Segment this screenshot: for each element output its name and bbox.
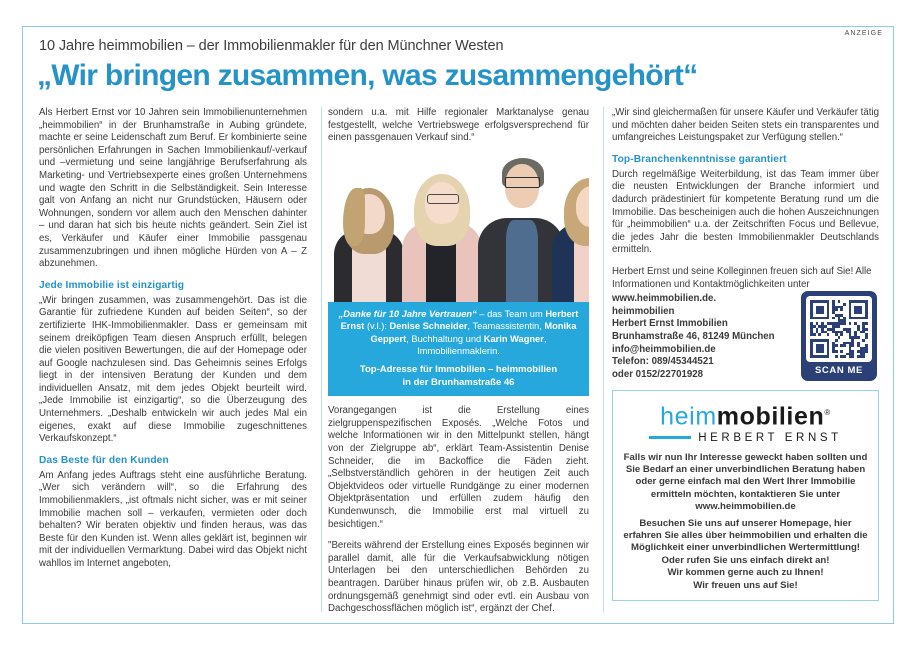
cta-line: Sie Bedarf an einer unverbindlichen Beratung haben: [625, 464, 866, 476]
caption-name: Monika Geppert: [370, 321, 577, 344]
cta-line: ermitteln möchten, kontaktieren Sie unter: [650, 488, 841, 500]
logo-mobilien-text: mobilien: [716, 402, 825, 431]
caption-name: Denise Schneider: [389, 321, 468, 332]
contact-phone: Telefon: 089/45344521: [612, 356, 714, 368]
column-two: [321, 107, 603, 615]
section-heading-jede-immobilie: Jede Immobilie ist einzigartig: [39, 279, 185, 291]
logo-box: [612, 390, 879, 601]
logo-owner-name: HERBERT ERNST: [698, 431, 842, 444]
logo-rule-divider: [649, 436, 691, 440]
caption-name: Herbert Ernst: [340, 308, 579, 332]
contact-email[interactable]: info@heimmobilien.de: [612, 343, 716, 355]
team-photo-block: [328, 154, 589, 396]
caption-text: [336, 308, 581, 358]
cta-line: Oder rufen Sie uns einfach direkt an!: [661, 554, 830, 566]
photo-caption: [328, 302, 589, 396]
caption-name: Karin Wagner: [483, 333, 544, 344]
qr-code-modules: [810, 300, 868, 358]
logo-subtitle-row: [619, 432, 872, 444]
column-three: [603, 107, 879, 612]
caption-text-fragment: , Immobilienmaklerin.: [417, 333, 547, 356]
caption-text-fragment: – das Team um: [476, 308, 546, 319]
caption-text-fragment: , Buchhaltung und: [406, 333, 484, 344]
advertisement-frame: [22, 26, 894, 624]
cta-line: Besuchen Sie uns auf unserer Homepage, hier: [639, 517, 852, 529]
cta-website[interactable]: www.heimmobilien.de: [695, 501, 796, 513]
cta-line: erfahren Sie alles über heimmobilien und erhalten die: [623, 530, 868, 542]
contact-mobile: oder 0152/22701928: [612, 368, 704, 380]
contact-website[interactable]: www.heimmobilien.de.: [612, 293, 717, 305]
paragraph: Als Herbert Ernst vor 10 Jahren sein Immobilienunternehmen „heimmobilien“ in der Brunhamstraße in Aubing gründete, machte er seine Leidenschaft zum Beruf. Er kombinierte seine persönlichen Erfahrungen in Sachen Immobilienkauf/-verkauf und –vermietung und seine langjährige Berufserfahrung als Marketing- und Vertriebsexperte eines großen Unternehmens und wagte den Schritt in die Selbständigkeit. Sein Interesse galt von Anfang an nicht nur Grundstücken, Häusern oder Wohnungen, sondern vor allem auch den Menschen dahinter – und daran hat sich bis heute nichts geändert. Sein Ziel ist es, Verkäufer und Käufer einer Immobilie passgenau zusammenzubringen und ihnen mögliche Hürden von A – Z abzunehmen.: [39, 107, 307, 270]
paragraph: „Wir sind gleichermaßen für unsere Käufer und Verkäufer tätig und möchten daher beiden Seiten stets ein transparentes und umfangreiches Leistungspaket zur Verfügung stellen.“: [612, 107, 879, 144]
contact-address: Brunhamstraße 46, 81249 München: [612, 330, 775, 342]
person-figure: [552, 174, 589, 302]
caption-subline-1: Top-Adresse für Immobilien – heimmobilien: [359, 364, 558, 376]
paragraph: „Wir bringen zusammen, was zusammengehört. Das ist die Garantie für zufriedene Kunden auf beiden Seiten“, so der zertifizierte IHK-Immobilienmakler. Dass er gemeinsam mit seinem dreiköpfigen Team diesen Anspruch erfüllt, belegen die vielen positiven Bewertungen, die auf der Homepage oder auf Google nachzulesen sind. Das Geheimnis seines Erfolgs liegt in der intensiven Beratung der Kunden und dem individuellen Ansatz, mit dem jedes Objekt beurteilt wird. „Jede Immobilie ist einzigartig“, so die Überzeugung des Unternehmers. „Deshalb entwickeln wir auch jedes Mal ein eigenes, exakt auf diese Immobilie zugeschnittenes Verkaufskonzept.“: [39, 294, 307, 445]
contact-company: heimmobilien: [612, 305, 675, 317]
paragraph: Am Anfang jedes Auftrags steht eine ausführliche Beratung. „Wer sich verändern will“, so die Erfahrung des Immobilienmaklers, „ist oftmals nicht sicher, was er mit seiner Immobilie machen soll – verkaufen, vermieten oder doch behalten? Wir beraten objektiv und finden heraus, was das Beste für den Kunden ist. Wenn alles geklärt ist, beginnen wir mit der individuellen Vermarktung. Dabei wird das Objekt nicht wahllos im Internet angeboten,: [39, 469, 307, 569]
call-to-action-text: [619, 452, 872, 592]
scan-me-label: SCAN ME: [814, 365, 863, 377]
contact-block: [612, 293, 879, 381]
paragraph: sondern u.a. mit Hilfe regionaler Marktanalyse genau festgestellt, welche Vertriebswege erfolgsversprechend für einen passgenauen Verkauf sind.“: [328, 107, 589, 144]
team-photo: [328, 154, 589, 302]
person-figure: [332, 182, 406, 302]
contact-details: [612, 293, 782, 381]
caption-quote: „Danke für 10 Jahre Vertrauen“: [338, 308, 477, 319]
section-heading-top-branchenkenntnisse: Top-Branchenkenntnisse garantiert: [612, 153, 787, 165]
page-title: „Wir bringen zusammen, was zusammengehört“: [37, 59, 698, 92]
kicker-line: 10 Jahre heimmobilien – der Immobilienmakler für den Münchner Westen: [39, 38, 504, 54]
paragraph: Durch regelmäßige Weiterbildung, ist das Team immer über die neusten Entwicklungen der Branche informiert und dadurch prädestiniert für kompetente Beratung rund um die Immobilie. Das bescheinigen auch die hohen Auszeichnungen für „heimmobilien“ u.a. der Zeitschriften Focus und Bellevue, die jedes Jahr die besten Immobilienmakler Deutschlands ermitteln.: [612, 168, 879, 256]
cta-line: Wir freuen uns auf Sie!: [693, 579, 798, 591]
qr-code-badge[interactable]: [801, 291, 877, 381]
section-heading-das-beste: Das Beste für den Kunden: [39, 454, 169, 466]
caption-text-fragment: , Teamassistentin,: [467, 321, 545, 332]
person-figure: [400, 170, 484, 302]
caption-subline: [336, 364, 581, 389]
caption-subline-2: in der Brunhamstraße 46: [402, 376, 515, 388]
cta-line: Möglichkeit einer unverbindlichen Wertermittlung!: [630, 542, 861, 554]
cta-line: Wir kommen gerne auch zu Ihnen!: [667, 567, 824, 579]
cta-line: Falls wir nun Ihr Interesse geweckt haben sollten und: [623, 451, 868, 463]
article-columns: [39, 107, 879, 615]
column-one: [39, 107, 321, 612]
contact-owner: Herbert Ernst Immobilien: [612, 318, 728, 330]
registered-trademark-icon: ®: [824, 408, 831, 418]
cta-line: oder gerne einfach mal den Wert Ihrer Immobilie: [635, 476, 856, 488]
paragraph: Vorangegangen ist die Erstellung eines zielgruppenspezifischen Exposés. „Welche Fotos und welche Informationen wir in den Mittelpunkt stellen, hängt von der Zielgruppe ab“, erklärt Team-Assistentin Denise Schneider, die im Backoffice die Fäden zieht. „Selbstverständlich gehören in der heutigen Zeit auch Objektvideos oder virtuelle Rundgänge zu einer modernen Objektpräsentation und erfüllen zudem häufig den Kundenwunsch, die Immobilie erst mal virtuell zu besichtigen.“: [328, 405, 589, 530]
qr-code-image: [806, 296, 872, 362]
anzeige-label: ANZEIGE: [844, 30, 883, 37]
paragraph: Herbert Ernst und seine Kolleginnen freuen sich auf Sie! Alle Informationen und Kontaktmöglichkeiten unter: [612, 265, 872, 290]
paragraph: "Bereits während der Erstellung eines Exposés beginnen wir parallel damit, alle für die Verkaufsabwicklung nötigen Unterlagen bei den unterschiedlichen Behörden zu beantragen. Darüber hinaus prüfen wir, ob z.B. Ausbauten ordnungsgemäß genehmigt sind oder evtl. ein Ausbau von Dachgeschossflächen möglich ist“, ergänzt der Chef.: [328, 540, 589, 615]
caption-text-fragment: (v.l.):: [364, 321, 390, 332]
logo-heim-text: heim: [660, 402, 717, 431]
heimmobilien-logo: [660, 399, 831, 430]
